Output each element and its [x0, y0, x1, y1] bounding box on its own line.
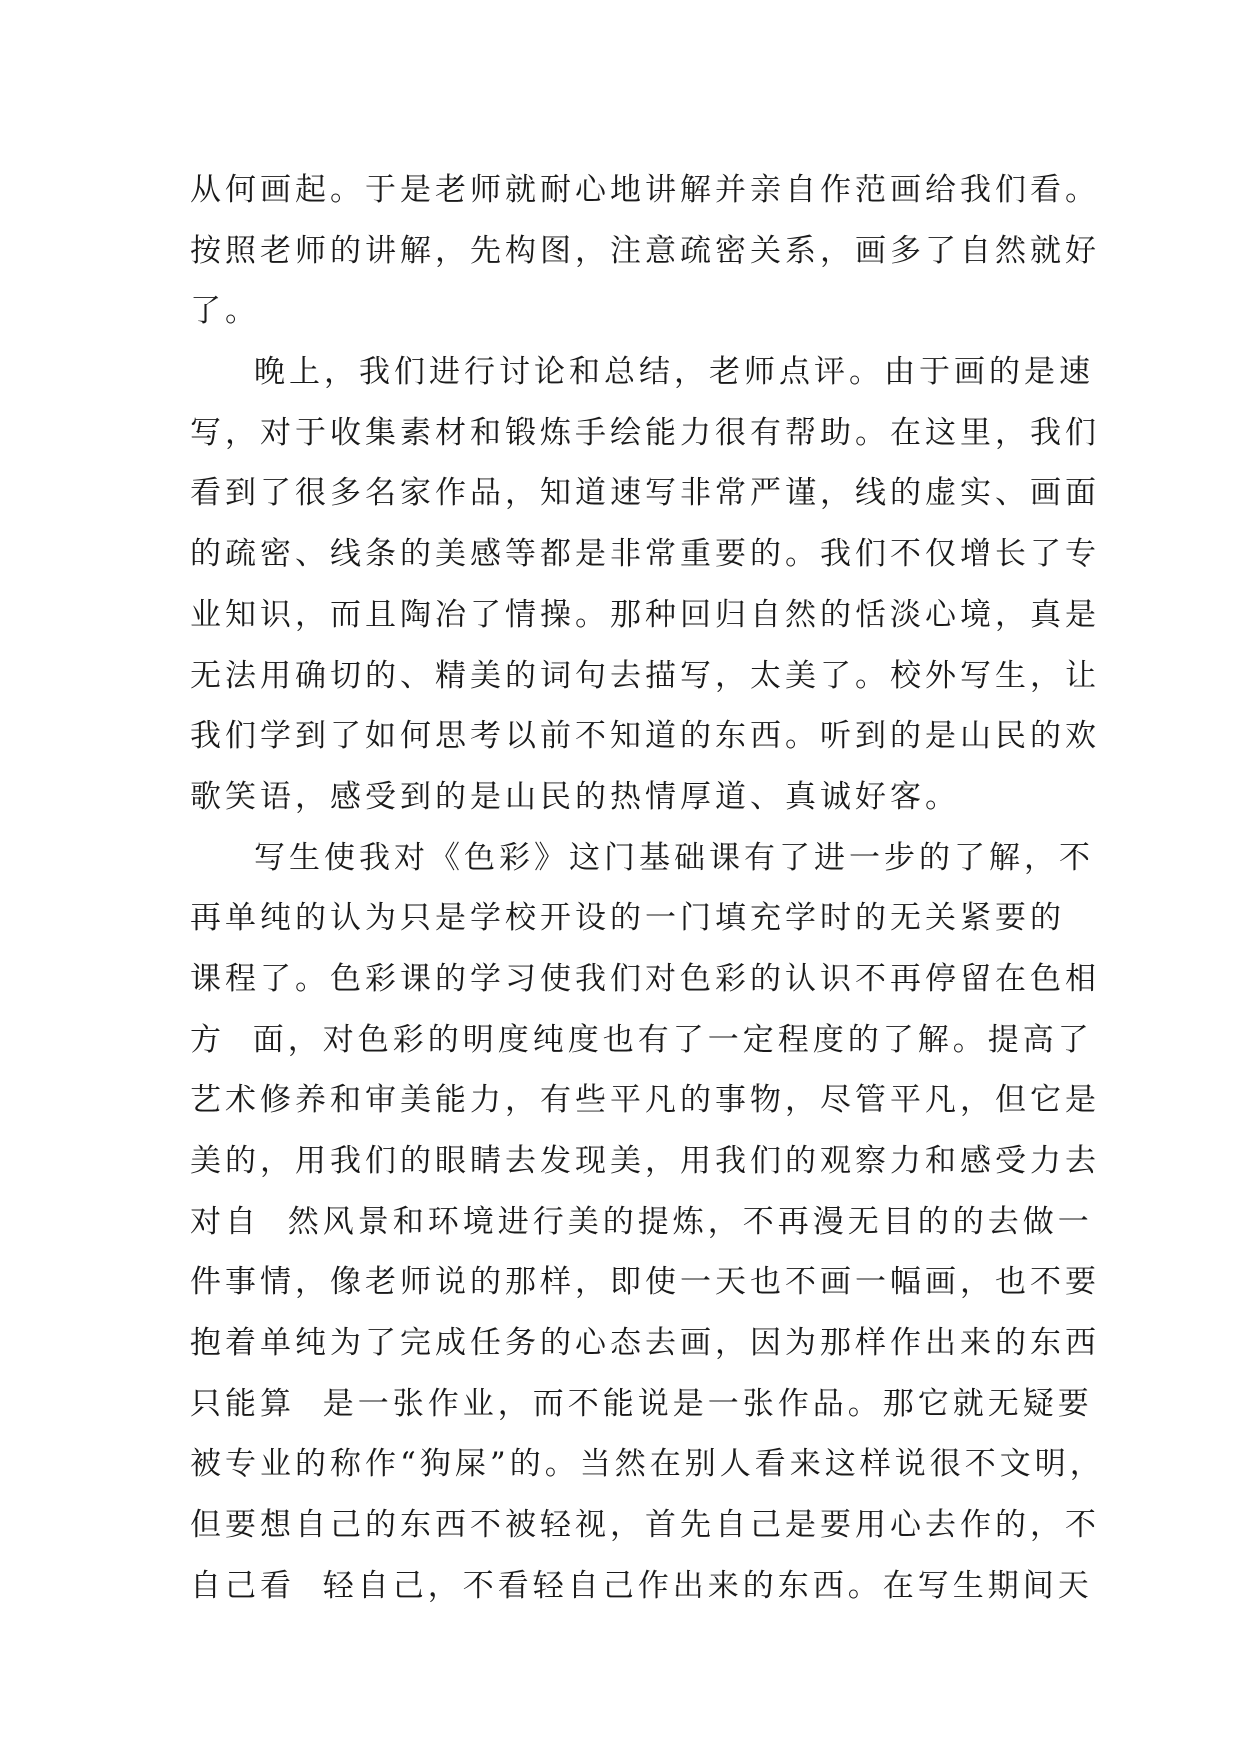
body-text [190, 160, 1105, 1617]
text-line: 方 面，对色彩的明度纯度也有了一定程度的了解。提高了 [190, 1021, 1093, 1058]
text-line: 歌笑语，感受到的是山民的热情厚道、真诚好客。 [190, 778, 960, 815]
text-line: 无法用确切的、精美的词句去描写，太美了。校外写生，让 [190, 657, 1100, 694]
text-line: 看到了很多名家作品，知道速写非常严谨，线的虚实、画面 [190, 475, 1100, 512]
text-line: 再单纯的认为只是学校开设的一门填充学时的无关紧要的 [190, 900, 1065, 937]
text-line: 抱着单纯为了完成任务的心态去画，因为那样作出来的东西 [190, 1325, 1100, 1362]
text-line: 了。 [190, 293, 260, 330]
text-line: 业知识，而且陶冶了情操。那种回归自然的恬淡心境，真是 [190, 596, 1100, 633]
text-line: 课程了。色彩课的学习使我们对色彩的认识不再停留在色相 [190, 960, 1100, 997]
paragraph-start-line: 写生使我对《色彩》这门基础课有了进一步的了解，不 [254, 839, 1094, 876]
text-line: 艺术修养和审美能力，有些平凡的事物，尽管平凡，但它是 [190, 1082, 1100, 1119]
text-line: 件事情，像老师说的那样，即使一天也不画一幅画，也不要 [190, 1264, 1100, 1301]
text-line: 对自 然风景和环境进行美的提炼，不再漫无目的的去做一 [190, 1203, 1093, 1240]
text-line: 我们学到了如何思考以前不知道的东西。听到的是山民的欢 [190, 718, 1100, 755]
text-line: 写，对于收集素材和锻炼手绘能力很有帮助。在这里，我们 [190, 414, 1100, 451]
text-line: 从何画起。于是老师就耐心地讲解并亲自作范画给我们看。 [190, 172, 1100, 208]
paragraph-start-line: 晚上，我们进行讨论和总结，老师点评。由于画的是速 [254, 354, 1094, 391]
text-line: 的疏密、线条的美感等都是非常重要的。我们不仅增长了专 [190, 536, 1100, 573]
text-line: 但要想自己的东西不被轻视，首先自己是要用心去作的，不 [190, 1507, 1100, 1544]
text-line: 只能算 是一张作业，而不能说是一张作品。那它就无疑要 [190, 1385, 1093, 1422]
text-line: 自己看 轻自己，不看轻自己作出来的东西。在写生期间天 [190, 1567, 1093, 1604]
text-line: 被专业的称作“狗屎”的。当然在别人看来这样说很不文明， [190, 1446, 1105, 1483]
text-line: 美的，用我们的眼睛去发现美，用我们的观察力和感受力去 [190, 1143, 1100, 1179]
text-line: 按照老师的讲解，先构图，注意疏密关系，画多了自然就好 [190, 232, 1100, 269]
